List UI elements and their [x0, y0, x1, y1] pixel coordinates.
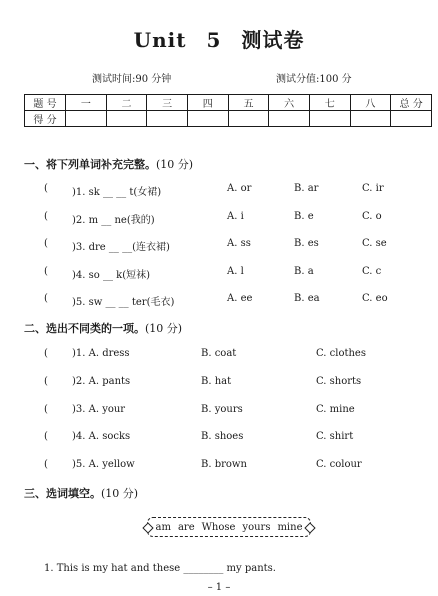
section-1-title: 一、将下列单词补充完整。 [24, 158, 156, 171]
score-input-cell[interactable] [350, 111, 391, 127]
option-b: B. ea [294, 293, 320, 304]
option-b: B. shoes [201, 431, 244, 442]
title-chinese: 测试卷 [241, 28, 305, 52]
score-table-score-row [25, 111, 432, 127]
question-row [0, 266, 438, 280]
question-text: )1. A. dress [72, 348, 130, 359]
title-unit: Unit [133, 28, 187, 52]
question-text: )5. sw __ __ ter(毛衣) [72, 297, 175, 308]
option-a: A. or [227, 183, 252, 194]
answer-blank[interactable]: ( [44, 459, 48, 470]
word-bank-item: are [177, 521, 195, 533]
question-row [0, 211, 438, 225]
score-cell: 七 [309, 95, 350, 111]
test-score: 测试分值:100 分 [276, 74, 352, 85]
option-c: C. c [362, 266, 382, 277]
title-number: 5 [206, 28, 222, 52]
word-bank [147, 517, 311, 537]
score-cell: 八 [350, 95, 391, 111]
score-input-cell[interactable] [187, 111, 228, 127]
score-cell: 三 [147, 95, 188, 111]
option-c: C. shorts [316, 376, 362, 387]
answer-blank[interactable]: ( [44, 183, 48, 194]
score-cell: 题 号 [25, 95, 66, 111]
option-b: B. coat [201, 348, 237, 359]
score-input-cell[interactable] [147, 111, 188, 127]
question-text: )4. so __ k(短袜) [72, 270, 150, 281]
question-text: )1. sk __ __ t(女裙) [72, 187, 162, 198]
option-b: B. yours [201, 404, 243, 415]
question-text: )3. dre __ __(连衣裙) [72, 242, 170, 253]
score-cell: 四 [187, 95, 228, 111]
score-input-cell[interactable] [106, 111, 147, 127]
answer-blank[interactable]: ( [44, 376, 48, 387]
option-b: B. e [294, 211, 314, 222]
score-table-header-row [25, 95, 432, 111]
score-cell: 总 分 [391, 95, 432, 111]
option-c: C. ir [362, 183, 384, 194]
score-input-cell[interactable] [228, 111, 269, 127]
answer-blank[interactable]: ( [44, 348, 48, 359]
option-a: A. l [227, 266, 244, 277]
section-2-heading [24, 320, 182, 336]
option-c: C. mine [316, 404, 355, 415]
page-number: – 1 – [207, 582, 231, 593]
question-text: )3. A. your [72, 404, 126, 415]
answer-blank[interactable]: ( [44, 211, 48, 222]
option-b: B. brown [201, 459, 247, 470]
page-title [0, 24, 438, 53]
score-cell: 五 [228, 95, 269, 111]
option-c: C. clothes [316, 348, 366, 359]
section-3-title: 三、选词填空。 [24, 487, 101, 500]
section-2-title: 二、选出不同类的一项。 [24, 322, 145, 335]
question-text: )5. A. yellow [72, 459, 135, 470]
score-input-cell[interactable] [309, 111, 350, 127]
score-cell: 得 分 [25, 111, 66, 127]
word-bank-item: mine [277, 521, 303, 533]
question-text: )2. A. pants [72, 376, 131, 387]
option-c: C. se [362, 238, 387, 249]
option-b: B. es [294, 238, 319, 249]
test-time: 测试时间:90 分钟 [92, 74, 172, 85]
fill-in-sentence: 1. This is my hat and these ________ my pants. [44, 563, 276, 574]
question-row [0, 293, 438, 307]
score-cell: 一 [66, 95, 107, 111]
word-bank-item: yours [242, 521, 271, 533]
answer-blank[interactable]: ( [44, 431, 48, 442]
option-a: A. ee [227, 293, 253, 304]
section-1-heading [24, 156, 193, 172]
question-row [0, 404, 438, 418]
answer-blank[interactable]: ( [44, 404, 48, 415]
section-3-points: (10 分) [101, 487, 139, 500]
section-2-points: (10 分) [145, 322, 183, 335]
answer-blank[interactable]: ( [44, 266, 48, 277]
option-c: C. o [362, 211, 382, 222]
question-text: )4. A. socks [72, 431, 131, 442]
question-row [0, 238, 438, 252]
score-input-cell[interactable] [66, 111, 107, 127]
word-bank-item: am [155, 521, 171, 533]
answer-blank[interactable]: ( [44, 293, 48, 304]
question-row [0, 459, 438, 473]
question-row [0, 348, 438, 362]
option-b: B. a [294, 266, 314, 277]
option-c: C. eo [362, 293, 388, 304]
answer-blank[interactable]: ( [44, 238, 48, 249]
option-a: A. ss [227, 238, 251, 249]
score-cell: 六 [269, 95, 310, 111]
section-1-points: (10 分) [156, 158, 194, 171]
option-a: A. i [227, 211, 244, 222]
question-row [0, 183, 438, 197]
option-b: B. ar [294, 183, 319, 194]
score-table [24, 94, 432, 127]
question-text: )2. m __ ne(我的) [72, 215, 155, 226]
score-input-cell[interactable] [391, 111, 432, 127]
word-bank-item: Whose [201, 521, 236, 533]
option-c: C. colour [316, 459, 362, 470]
question-row [0, 431, 438, 445]
section-3-heading [24, 485, 138, 501]
score-input-cell[interactable] [269, 111, 310, 127]
option-c: C. shirt [316, 431, 354, 442]
score-cell: 二 [106, 95, 147, 111]
option-b: B. hat [201, 376, 232, 387]
question-row [0, 376, 438, 390]
